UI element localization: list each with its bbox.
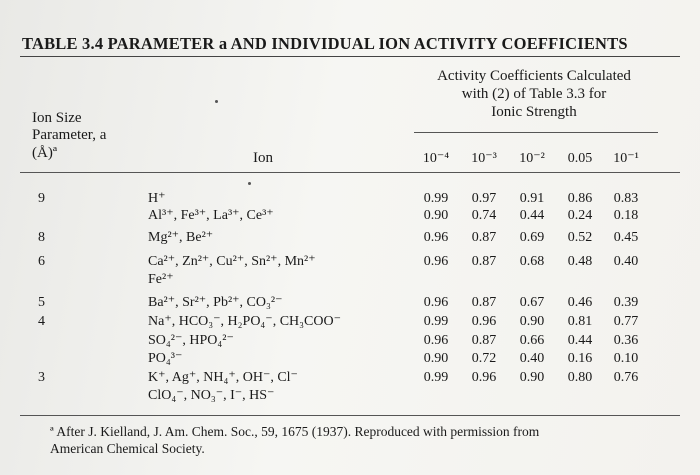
ionic-strength-header: 10⁻¹ bbox=[613, 151, 639, 166]
activity-coefficient-cell: 0.45 bbox=[613, 230, 639, 245]
ion-cell: Mg²⁺, Be²⁺ bbox=[148, 230, 214, 245]
activity-coefficient-cell: 0.90 bbox=[519, 314, 545, 329]
ion-size-cell: 6 bbox=[38, 254, 45, 269]
activity-coefficient-cell: 0.48 bbox=[567, 254, 593, 269]
activity-coefficient-cell: 0.87 bbox=[471, 230, 497, 245]
activity-coefficient-cell: 0.91 bbox=[519, 191, 545, 206]
activity-coefficient-cell: 0.81 bbox=[567, 314, 593, 329]
ion-size-cell: 3 bbox=[38, 370, 45, 385]
ion-cell: K⁺, Ag⁺, NH₄⁺, OH⁻, Cl⁻ bbox=[148, 370, 298, 385]
activity-coefficient-cell: 0.68 bbox=[519, 254, 545, 269]
page-speck bbox=[248, 182, 251, 185]
activity-coefficient-cell: 0.96 bbox=[423, 333, 449, 348]
activity-coefficient-cell: 0.44 bbox=[519, 208, 545, 223]
activity-coefficient-cell: 0.96 bbox=[471, 314, 497, 329]
ion-size-header-line2: Parameter, a bbox=[32, 127, 107, 143]
activity-coefficient-cell: 0.80 bbox=[567, 370, 593, 385]
activity-coefficient-cell: 0.39 bbox=[613, 295, 639, 310]
activity-coefficient-cell: 0.16 bbox=[567, 351, 593, 366]
activity-coefficient-cell: 0.40 bbox=[613, 254, 639, 269]
title-rule bbox=[20, 56, 680, 57]
ion-size-cell: 9 bbox=[38, 191, 45, 206]
activity-coefficient-cell: 0.74 bbox=[471, 208, 497, 223]
activity-coefficient-cell: 0.46 bbox=[567, 295, 593, 310]
ion-cell: PO₄³⁻ bbox=[148, 351, 183, 366]
ion-size-cell: 4 bbox=[38, 314, 45, 329]
activity-coefficient-cell: 0.52 bbox=[567, 230, 593, 245]
ion-cell: H⁺ bbox=[148, 191, 166, 206]
activity-coefficient-cell: 0.87 bbox=[471, 254, 497, 269]
ion-size-cell: 8 bbox=[38, 230, 45, 245]
ion-header: Ion bbox=[253, 150, 273, 166]
ion-cell: Ba²⁺, Sr²⁺, Pb²⁺, CO₃²⁻ bbox=[148, 295, 283, 310]
activity-coefficient-cell: 0.96 bbox=[423, 295, 449, 310]
activity-coefficient-cell: 0.76 bbox=[613, 370, 639, 385]
bottom-rule bbox=[20, 415, 680, 416]
activity-coefficient-cell: 0.69 bbox=[519, 230, 545, 245]
activity-coefficient-cell: 0.96 bbox=[423, 254, 449, 269]
activity-coefficient-cell: 0.99 bbox=[423, 314, 449, 329]
ion-cell: Al³⁺, Fe³⁺, La³⁺, Ce³⁺ bbox=[148, 208, 274, 223]
ion-cell: Ca²⁺, Zn²⁺, Cu²⁺, Sn²⁺, Mn²⁺ bbox=[148, 254, 316, 269]
ionic-strength-header: 10⁻⁴ bbox=[422, 151, 450, 166]
ion-cell: ClO₄⁻, NO₃⁻, I⁻, HS⁻ bbox=[148, 388, 275, 403]
activity-coefficient-cell: 0.18 bbox=[613, 208, 639, 223]
ion-cell: Na⁺, HCO₃⁻, H₂PO₄⁻, CH₃COO⁻ bbox=[148, 314, 341, 329]
activity-coefficient-cell: 0.90 bbox=[423, 351, 449, 366]
ion-cell: SO₄²⁻, HPO₄²⁻ bbox=[148, 333, 234, 348]
activity-coefficient-cell: 0.40 bbox=[519, 351, 545, 366]
activity-coefficient-cell: 0.36 bbox=[613, 333, 639, 348]
activity-coefficient-cell: 0.97 bbox=[471, 191, 497, 206]
activity-coefficient-cell: 0.66 bbox=[519, 333, 545, 348]
ionic-strength-header: 10⁻² bbox=[519, 151, 545, 166]
ionic-strength-header: 10⁻³ bbox=[471, 151, 497, 166]
activity-header-line1: Activity Coefficients Calculated bbox=[437, 68, 631, 84]
activity-coefficient-cell: 0.96 bbox=[471, 370, 497, 385]
activity-coefficient-cell: 0.87 bbox=[471, 333, 497, 348]
table-title: TABLE 3.4 PARAMETER a AND INDIVIDUAL ION ACTIVITY COEFFICIENTS bbox=[22, 34, 628, 53]
activity-coefficient-cell: 0.24 bbox=[567, 208, 593, 223]
activity-coefficient-cell: 0.87 bbox=[471, 295, 497, 310]
activity-coefficient-cell: 0.10 bbox=[613, 351, 639, 366]
footnote-line1: ª After J. Kielland, J. Am. Chem. Soc., 59, 1675 (1937). Reproduced with permission from bbox=[50, 424, 540, 439]
activity-header-line2: with (2) of Table 3.3 for bbox=[461, 86, 607, 102]
activity-header-line3: Ionic Strength bbox=[491, 104, 577, 120]
activity-coefficient-cell: 0.44 bbox=[567, 333, 593, 348]
activity-coefficient-cell: 0.99 bbox=[423, 370, 449, 385]
ionic-strength-header: 0.05 bbox=[567, 151, 593, 166]
activity-coefficient-cell: 0.96 bbox=[423, 230, 449, 245]
ion-size-header-line1: Ion Size bbox=[32, 110, 82, 126]
activity-coefficient-cell: 0.83 bbox=[613, 191, 639, 206]
ion-cell: Fe²⁺ bbox=[148, 272, 174, 287]
header-rule bbox=[20, 172, 680, 173]
activity-coefficient-cell: 0.67 bbox=[519, 295, 545, 310]
activity-coefficient-cell: 0.90 bbox=[423, 208, 449, 223]
ion-size-cell: 5 bbox=[38, 295, 45, 310]
activity-coefficient-cell: 0.86 bbox=[567, 191, 593, 206]
activity-coefficient-cell: 0.72 bbox=[471, 351, 497, 366]
activity-coefficient-cell: 0.90 bbox=[519, 370, 545, 385]
strength-rule bbox=[414, 132, 658, 133]
ion-size-header-line3: (Å)ª bbox=[32, 145, 57, 161]
footnote-line2: American Chemical Society. bbox=[50, 441, 205, 456]
activity-coefficient-cell: 0.99 bbox=[423, 191, 449, 206]
page-speck bbox=[215, 100, 218, 103]
activity-coefficient-cell: 0.77 bbox=[613, 314, 639, 329]
